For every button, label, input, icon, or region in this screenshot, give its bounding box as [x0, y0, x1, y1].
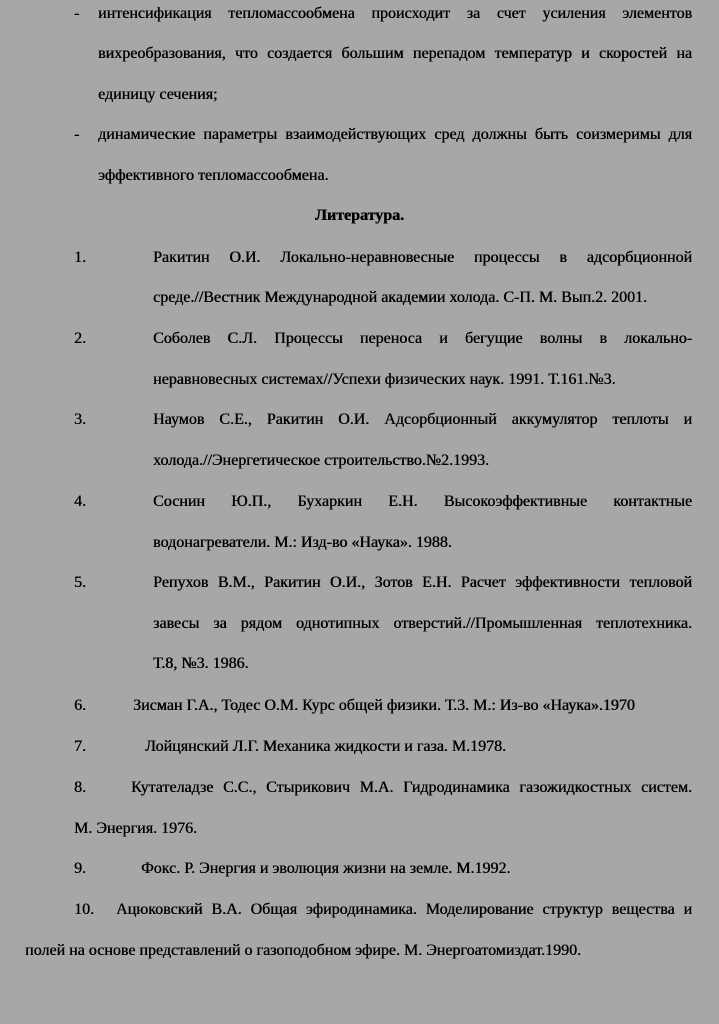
- reference-4-line-1: Соснин Ю.П., Бухаркин Е.Н. Высокоэффективные контактные: [153, 493, 692, 510]
- reference-5-line-1: Репухов В.М., Ракитин О.И., Зотов Е.Н. Расчет эффективности тепловой: [153, 574, 692, 591]
- reference-5-line-2: завесы за рядом однотипных отверстий.//Промышленная теплотехника.: [153, 615, 692, 632]
- reference-8-line-1: Кутателадзе С.С., Стырикович М.А. Гидродинамика газожидкостных систем.: [131, 779, 692, 796]
- reference-1-line-1: Ракитин О.И. Локально-неравновесные процессы в адсорбционной: [153, 249, 692, 266]
- reference-number: 6.: [74, 697, 86, 714]
- reference-number: 5.: [74, 574, 86, 591]
- bullet-1-line-2: вихреобразования, что создается большим перепадом температур и скоростей на: [98, 45, 692, 62]
- reference-5-line-3: Т.8, №3. 1986.: [153, 655, 249, 672]
- bullet-dash: -: [74, 126, 80, 143]
- reference-number: 7.: [74, 738, 86, 755]
- reference-10-line-2: полей на основе представлений о газоподобном эфире. М. Энергоатомиздат.1990.: [25, 942, 581, 959]
- reference-8-line-2: М. Энергия. 1976.: [74, 820, 197, 837]
- reference-9-line-1: Фокс. Р. Энергия и эволюция жизни на земле. М.1992.: [141, 860, 511, 877]
- reference-number: 2.: [74, 330, 86, 347]
- reference-number: 4.: [74, 493, 86, 510]
- reference-number: 1.: [74, 249, 86, 266]
- reference-7-line-1: Лойцянский Л.Г. Механика жидкости и газа. М.1978.: [145, 738, 506, 755]
- reference-3-line-1: Наумов С.Е., Ракитин О.И. Адсорбционный аккумулятор теплоты и: [153, 411, 692, 428]
- reference-2-line-2: неравновесных системах//Успехи физических наук. 1991. Т.161.№3.: [153, 371, 616, 388]
- reference-6-line-1: Зисман Г.А., Тодес О.М. Курс общей физики. Т.3. М.: Из-во «Наука».1970: [133, 697, 635, 714]
- references-heading: Литература.: [314, 207, 405, 224]
- bullet-2-line-1: динамические параметры взаимодействующих сред должны быть соизмеримы для: [98, 126, 692, 143]
- bullet-2-line-2: эффективного тепломассообмена.: [98, 167, 329, 184]
- reference-4-line-2: водонагреватели. М.: Изд-во «Наука». 1988.: [153, 534, 452, 551]
- reference-number: 8.: [74, 779, 86, 796]
- reference-2-line-1: Соболев С.Л. Процессы переноса и бегущие волны в локально-: [153, 330, 692, 347]
- bullet-dash: -: [74, 5, 80, 22]
- bullet-1-line-1: интенсификация тепломассообмена происходит за счет усиления элементов: [98, 5, 692, 22]
- reference-10-line-1: Ацюковский В.А. Общая эфиродинамика. Моделирование структур вещества и: [116, 901, 692, 918]
- bullet-1-line-3: единицу сечения;: [98, 86, 218, 103]
- reference-number: 9.: [74, 860, 86, 877]
- reference-number: 10.: [74, 901, 94, 918]
- reference-number: 3.: [74, 411, 86, 428]
- reference-1-line-2: среде.//Вестник Международной академии холода. С-П. М. Вып.2. 2001.: [153, 289, 648, 306]
- reference-3-line-2: холода.//Энергетическое строительство.№2.1993.: [153, 452, 490, 469]
